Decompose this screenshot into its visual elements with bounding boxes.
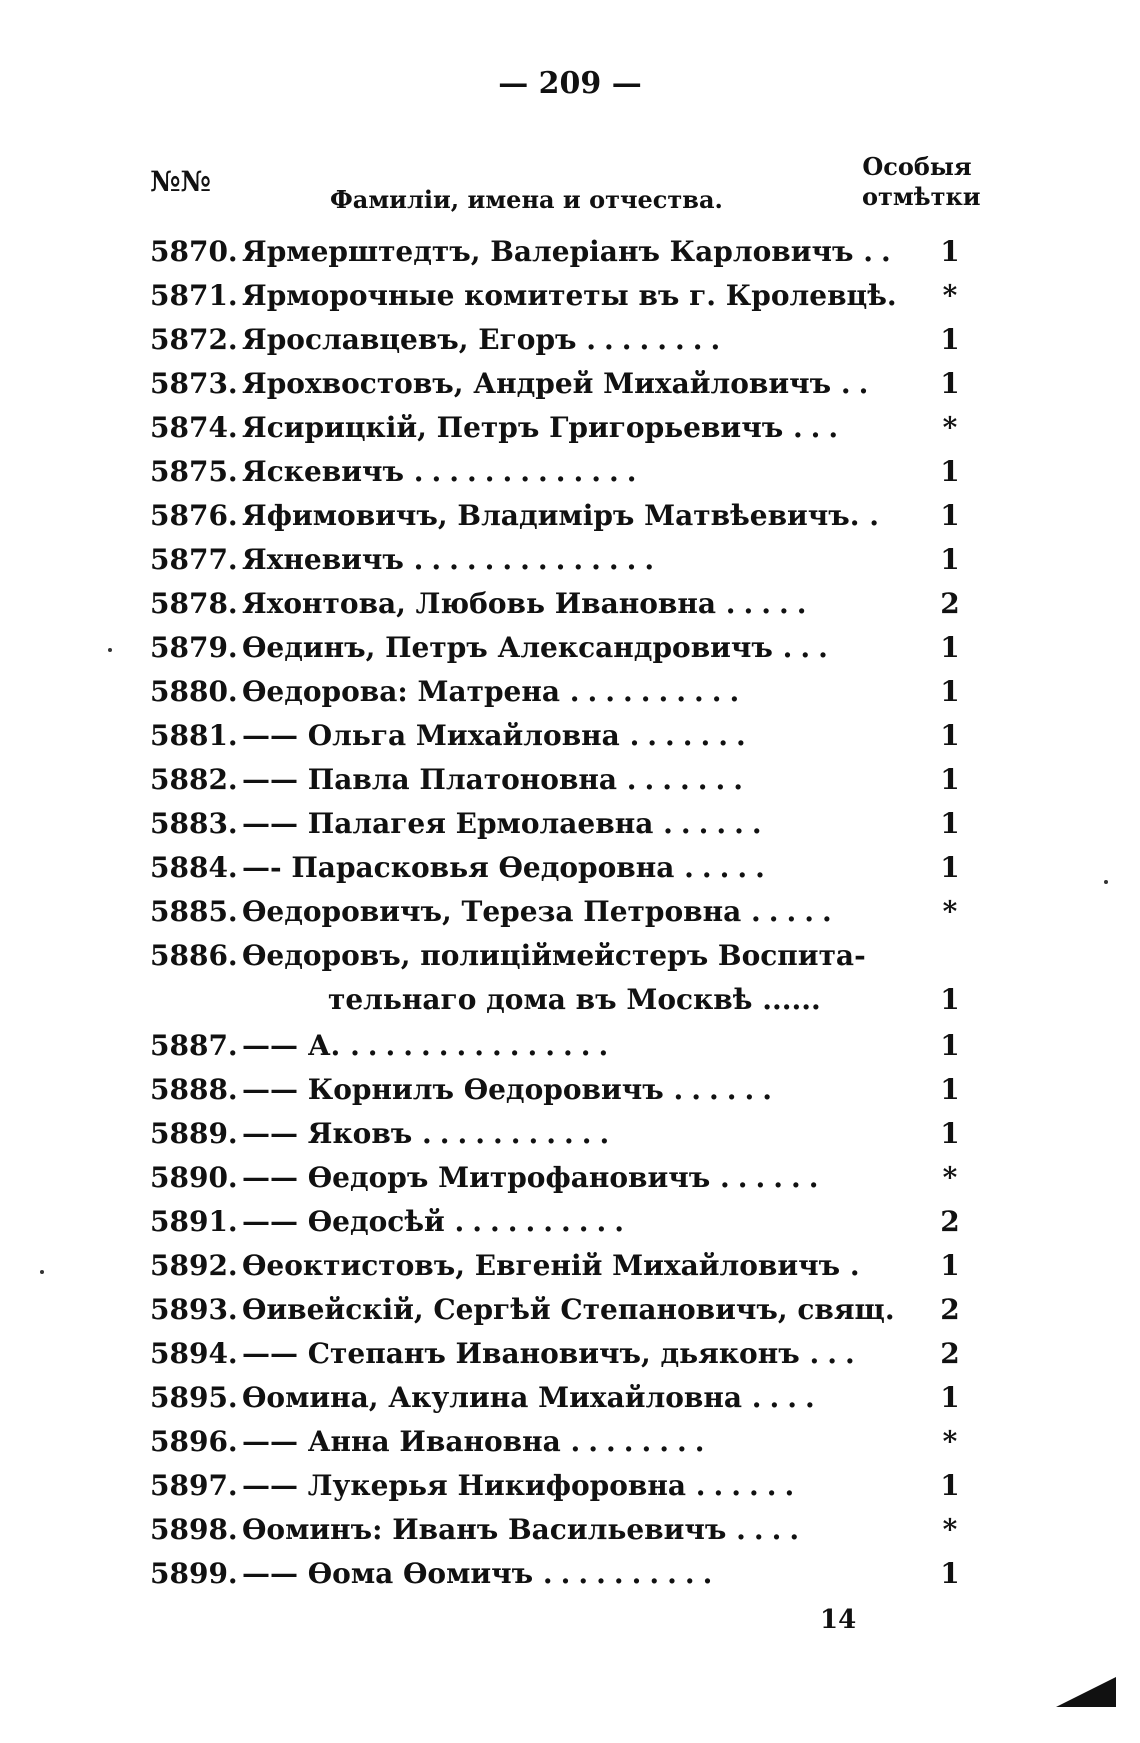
names-column-header: Фамиліи, имена и отчества. [330, 185, 723, 214]
entry-mark: 1 [940, 543, 960, 576]
list-item [150, 541, 970, 585]
entry-number: 5878. [150, 587, 238, 620]
entry-number: 5881. [150, 719, 238, 752]
entry-number: 5899. [150, 1557, 238, 1590]
leader-dots: . [849, 1249, 868, 1282]
leader-dots: ...... [762, 983, 821, 1016]
leader-dots: .. [863, 235, 899, 268]
entry-name-text: —— Лукерья Никифоровна [242, 1469, 686, 1502]
entry-name [242, 365, 922, 403]
list-item [150, 409, 970, 453]
entry-name [242, 1203, 922, 1241]
entry-name [242, 233, 922, 271]
list-item [150, 233, 970, 277]
entry-number: 5896. [150, 1425, 238, 1458]
leader-dots: ...... [695, 1469, 803, 1502]
leader-dots: ... [782, 631, 836, 664]
entry-name [242, 277, 922, 315]
leader-dots: .............. [413, 543, 663, 576]
specks [1104, 880, 1108, 884]
signature-mark: 14 [820, 1605, 857, 1635]
entry-mark: 1 [940, 675, 960, 708]
entry-name [242, 761, 922, 799]
entry-name-text: Яскевичъ [242, 455, 404, 488]
entry-name-text: Ѳединъ, Петръ Александровичъ [242, 631, 773, 664]
entry-mark: 1 [940, 1249, 960, 1282]
list-item [150, 893, 970, 937]
entry-number: 5870. [150, 235, 238, 268]
entry-number: 5883. [150, 807, 238, 840]
list-item [150, 1467, 970, 1511]
leader-dots: .. [840, 367, 877, 400]
entry-name [242, 805, 922, 843]
entry-name [242, 937, 922, 975]
entry-name [242, 1159, 922, 1197]
leader-dots: ... [809, 1337, 863, 1370]
entry-name [242, 1467, 922, 1505]
entry-name-text: —— Корнилъ Ѳедоровичъ [242, 1073, 664, 1106]
entry-number: 5874. [150, 411, 238, 444]
entry-name-text: —— Палагея Ермолаевна [242, 807, 654, 840]
entry-mark: * [942, 411, 958, 444]
entry-mark: 1 [940, 455, 960, 488]
list-item [150, 1511, 970, 1555]
leader-dots: ............... [350, 1029, 617, 1062]
list-item [150, 453, 970, 497]
leader-dots: ...... [719, 1161, 827, 1194]
list-item [150, 497, 970, 541]
leader-dots: .......... [542, 1557, 721, 1590]
marks-column-header [862, 152, 981, 212]
entry-name-text: —— Степанъ Ивановичъ, дьяконъ [242, 1337, 800, 1370]
entry-mark: 1 [940, 851, 960, 884]
entry-mark: 1 [940, 631, 960, 664]
entry-name-text: Яхонтова, Любовь Ивановна [242, 587, 717, 620]
leader-dots: .......... [454, 1205, 633, 1238]
list-item [150, 1203, 970, 1247]
entry-mark: 2 [940, 1293, 960, 1326]
leader-dots: .... [751, 1381, 823, 1414]
entry-number: 5888. [150, 1073, 238, 1106]
entry-name-text: —- Парасковья Ѳедоровна [242, 851, 675, 884]
entry-number: 5895. [150, 1381, 238, 1414]
entry-name [242, 849, 922, 887]
entry-mark: 1 [940, 1029, 960, 1062]
page-number: — 209 — [498, 66, 642, 101]
leader-dots: ............. [413, 455, 645, 488]
entry-name-text: —— Яковъ [242, 1117, 413, 1150]
entry-name-text: Ярмерштедтъ, Валеріанъ Карловичъ [242, 235, 854, 268]
entry-number: 5876. [150, 499, 238, 532]
entry-number: 5882. [150, 763, 238, 796]
specks [40, 1270, 44, 1274]
entry-continuation [328, 981, 928, 1019]
entry-name [242, 1511, 922, 1549]
entry-name-text: Ѳивейскій, Сергѣй Степановичъ, свящ. [242, 1293, 895, 1326]
entry-number: 5880. [150, 675, 238, 708]
entry-number: 5886. [150, 939, 238, 972]
entry-mark: 1 [940, 763, 960, 796]
entry-number: 5890. [150, 1161, 238, 1194]
leader-dots: . [869, 499, 888, 532]
entry-mark: 1 [940, 983, 960, 1016]
leader-dots: .......... [569, 675, 748, 708]
entry-mark: 2 [940, 1205, 960, 1238]
list-item [150, 1291, 970, 1335]
entry-mark: 1 [940, 719, 960, 752]
entry-name-text: Ѳедорова: Матрена [242, 675, 560, 708]
list-item [150, 937, 970, 1027]
list-item [150, 1247, 970, 1291]
leader-dots: ........ [586, 323, 729, 356]
entry-number: 5877. [150, 543, 238, 576]
leader-dots: ....... [626, 763, 752, 796]
entry-name [242, 1291, 922, 1329]
entry-mark: 1 [940, 1117, 960, 1150]
list-item [150, 805, 970, 849]
leader-dots: ........... [422, 1117, 618, 1150]
entry-name [242, 1247, 922, 1285]
entry-name [242, 321, 922, 359]
entry-mark: 2 [940, 587, 960, 620]
entry-name [242, 453, 922, 491]
entry-name [242, 497, 922, 535]
entry-number: 5871. [150, 279, 238, 312]
entry-name-text: Ѳоминъ: Иванъ Васильевичъ [242, 1513, 727, 1546]
entry-name-text: Ѳедоровъ, полиціймейстеръ Воспита- [242, 939, 866, 972]
entry-number: 5898. [150, 1513, 238, 1546]
list-item [150, 1423, 970, 1467]
list-item [150, 1555, 970, 1599]
list-item [150, 277, 970, 321]
entry-name-text: Ѳеоктистовъ, Евгеній Михайловичъ [242, 1249, 841, 1282]
entry-mark: 1 [940, 1073, 960, 1106]
entry-number: 5887. [150, 1029, 238, 1062]
leader-dots: ...... [673, 1073, 780, 1106]
entry-number: 5885. [150, 895, 238, 928]
entry-name-text: —— Ѳедоръ Митрофановичъ [242, 1161, 711, 1194]
leader-dots: .... [736, 1513, 808, 1546]
entry-number: 5872. [150, 323, 238, 356]
entry-mark: * [942, 1513, 958, 1546]
entry-mark: 1 [940, 1557, 960, 1590]
entry-number: 5891. [150, 1205, 238, 1238]
entry-name-text: Яфимовичъ, Владиміръ Матвѣевичъ. [242, 499, 860, 532]
leader-dots: ...... [663, 807, 770, 840]
entry-number: 5897. [150, 1469, 238, 1502]
entry-name [242, 1071, 922, 1109]
leader-dots: ..... [725, 587, 815, 620]
entry-name-text: —— Ѳома Ѳомичъ [242, 1557, 534, 1590]
list-item [150, 1379, 970, 1423]
entry-name [242, 629, 922, 667]
entry-mark: 2 [940, 1337, 960, 1370]
entry-number: 5884. [150, 851, 238, 884]
corner-ink-mark [1056, 1677, 1116, 1707]
list-item [150, 761, 970, 805]
entry-name [242, 1555, 922, 1593]
entries-list [150, 233, 970, 1599]
entry-name [242, 585, 922, 623]
entry-continuation-text: тельнаго дома въ Москвѣ [328, 983, 753, 1016]
list-item [150, 717, 970, 761]
marks-header-line2: отмѣтки [862, 182, 981, 211]
list-item [150, 1115, 970, 1159]
entry-mark: 1 [940, 235, 960, 268]
entry-mark: 1 [940, 1469, 960, 1502]
entry-mark: * [942, 1161, 958, 1194]
list-item [150, 585, 970, 629]
entry-name-text: Ѳедоровичъ, Тереза Петровна [242, 895, 742, 928]
list-item [150, 321, 970, 365]
entry-name [242, 409, 922, 447]
entry-name [242, 673, 922, 711]
entry-mark: 1 [940, 367, 960, 400]
entry-number: 5894. [150, 1337, 238, 1370]
list-item [150, 629, 970, 673]
entry-name [242, 717, 922, 755]
entry-name-text: Ясирицкій, Петръ Григорьевичъ [242, 411, 784, 444]
entry-name-text: —— Ѳедосѣй [242, 1205, 445, 1238]
entry-name [242, 1115, 922, 1153]
leader-dots: ... [792, 411, 847, 444]
entry-mark: 1 [940, 1381, 960, 1414]
list-item [150, 365, 970, 409]
leader-dots: ....... [629, 719, 754, 752]
entry-name-text: —— Ольга Михайловна [242, 719, 620, 752]
leader-dots: ..... [751, 895, 840, 928]
entry-mark: * [942, 279, 958, 312]
list-item [150, 1071, 970, 1115]
specks [108, 648, 112, 652]
entry-number: 5889. [150, 1117, 238, 1150]
marks-header-line1: Особыя [862, 152, 972, 181]
list-item [150, 1159, 970, 1203]
leader-dots: ..... [684, 851, 773, 884]
list-item [150, 849, 970, 893]
entry-name-text: Ярославцевъ, Егоръ [242, 323, 577, 356]
entry-name-text: Ярохвостовъ, Андрей Михайловичъ [242, 367, 832, 400]
entry-number: 5892. [150, 1249, 238, 1282]
entry-name [242, 541, 922, 579]
number-column-header: №№ [150, 165, 211, 198]
entry-name [242, 1379, 922, 1417]
entry-name-text: —— А. [242, 1029, 341, 1062]
entry-number: 5893. [150, 1293, 238, 1326]
entry-mark: 1 [940, 499, 960, 532]
entry-mark: * [942, 895, 958, 928]
entry-mark: 1 [940, 807, 960, 840]
leader-dots: ........ [570, 1425, 713, 1458]
entry-name-text: —— Анна Ивановна [242, 1425, 561, 1458]
entry-name-text: Яхневичъ [242, 543, 404, 576]
entry-name [242, 893, 922, 931]
entry-number: 5875. [150, 455, 238, 488]
entry-name [242, 1423, 922, 1461]
entry-name [242, 1027, 922, 1065]
entry-name-text: Ярморочные комитеты въ г. Кролевцѣ. [242, 279, 897, 312]
entry-number: 5879. [150, 631, 238, 664]
entry-name-text: —— Павла Платоновна [242, 763, 618, 796]
list-item [150, 1335, 970, 1379]
list-item [150, 673, 970, 717]
entry-mark: * [942, 1425, 958, 1458]
entry-mark: 1 [940, 323, 960, 356]
entry-name [242, 1335, 922, 1373]
entry-number: 5873. [150, 367, 238, 400]
entry-name-text: Ѳомина, Акулина Михайловна [242, 1381, 743, 1414]
list-item [150, 1027, 970, 1071]
